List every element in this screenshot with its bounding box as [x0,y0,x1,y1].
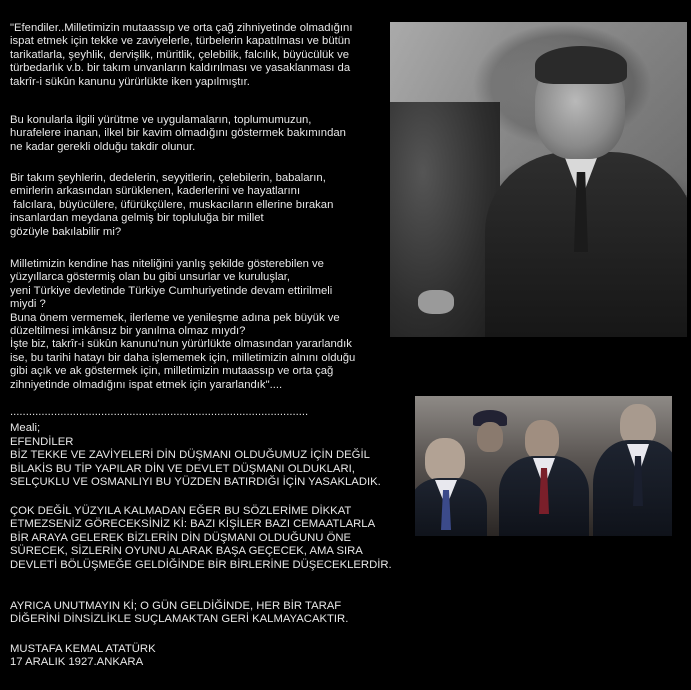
meaning-paragraph-2: ÇOK DEĞİL YÜZYILA KALMADAN EĞER BU SÖZLERİME DİKKAT ETMEZSENİZ GÖRECEKSİNİZ Kİ: BAZI KİŞİLER BAZI CEMAATLARLA BİR ARAYA GELEREK BİZLERİN DİN DÜŞMANI OLDUĞUNU ÖNE SÜRECEK, SİZLERİN OYUNU ALARAK BAŞA GEÇECEK, AMA SIRA DEVLETİ BÖLÜŞMEĞE GELDİĞİNDE BİR BİRLERİNE DÜŞECEKLERDİR. [10,505,392,571]
signature: MUSTAFA KEMAL ATATÜRK 17 ARALIK 1927.ANKARA [10,643,156,669]
quote-paragraph-2: Bu konularla ilgili yürütme ve uygulamaların, toplumumuzun, hurafelere inanan, ilkel bir kavim olmadığını göstermek bakımından ne kadar gerekli olduğu takdir olunur. [10,114,346,153]
photo-hand [418,290,454,314]
person-officer [477,422,503,452]
quote-paragraph-3: Bir takım şeyhlerin, dedelerin, seyyitlerin, çelebilerin, babaların, emirlerin arkasından sürüklenen, kaderlerini ve hayatlarını falcılara, büyücülere, üfürükçülere, muskacıların ellerine bırakan insanlardan meydana gelmiş bir topluluğa bir millet gözüyle bakılabilir mi? [10,172,334,238]
person-center [525,420,559,460]
portrait-photo [390,22,687,337]
meaning-paragraph-1: EFENDİLER BİZ TEKKE VE ZAVİYELERİ DİN DÜŞMANI OLDUĞUMUZ İÇİN DEĞİL BİLAKİS BU TİP YAPILAR DİN VE DEVLET DÜŞMANI OLDUKLARI, SELÇUKLU VE OSMANLIYI BU YÜZDEN BATIRDIĞI İÇİN YASAKLADIK. [10,436,381,489]
quote-paragraph-1: "Efendiler..Milletimizin mutaassıp ve orta çağ zihniyetinde olmadığını ispat etmek için tekke ve zaviyelerle, türbelerin kapatılması ve bütün tarikatlarla, şeyhlik, dervişlik, müritlik, çelebilik, falcılık, büyücülük ve türbedarlık v.b. bir takım unvanların kaldırılması ve yasaklanması da takrîr-i sükûn kanunu yürürlükte iken yapılmıştır. [10,22,353,88]
person-left [425,438,465,482]
meaning-paragraph-3: AYRICA UNUTMAYIN Kİ; O GÜN GELDİĞİNDE, HER BİR TARAF DİĞERİNİ DİNSİZLİKLE SUÇLAMAKTAN GERİ KALMAYACAKTIR. [10,600,349,626]
quote-paragraph-4: Milletimizin kendine has niteliğini yanlış şekilde gösterebilen ve yüzyıllarca göstermiş olan bu gibi unsurlar ve kuruluşlar, yeni Türkiye devletinde Türkiye Cumhuriyetinde devam ettirilmeli miydi ? Buna önem vermemek, ilerleme ve yenileşme adına pek büyük ve düzeltilmesi imkânsız bir yanılma olmaz mıydı? İşte biz, takrîr-i sükûn kanunu'nun yürürlükte olmasından yararlandık ise, bu tarihi hatayı bir daha işlememek için, milletimizin alnını olduğu gibi açık ve ak göstermek için, milletimizin mutaassıp ve orta çağ zihniyetinde olmadığını ispat etmek için yararlandık".... [10,258,356,391]
divider-dots: ............................................................................................... [10,406,309,418]
meaning-label: Meali; [10,422,41,434]
group-photo [415,396,672,536]
photo-hair [535,46,627,84]
